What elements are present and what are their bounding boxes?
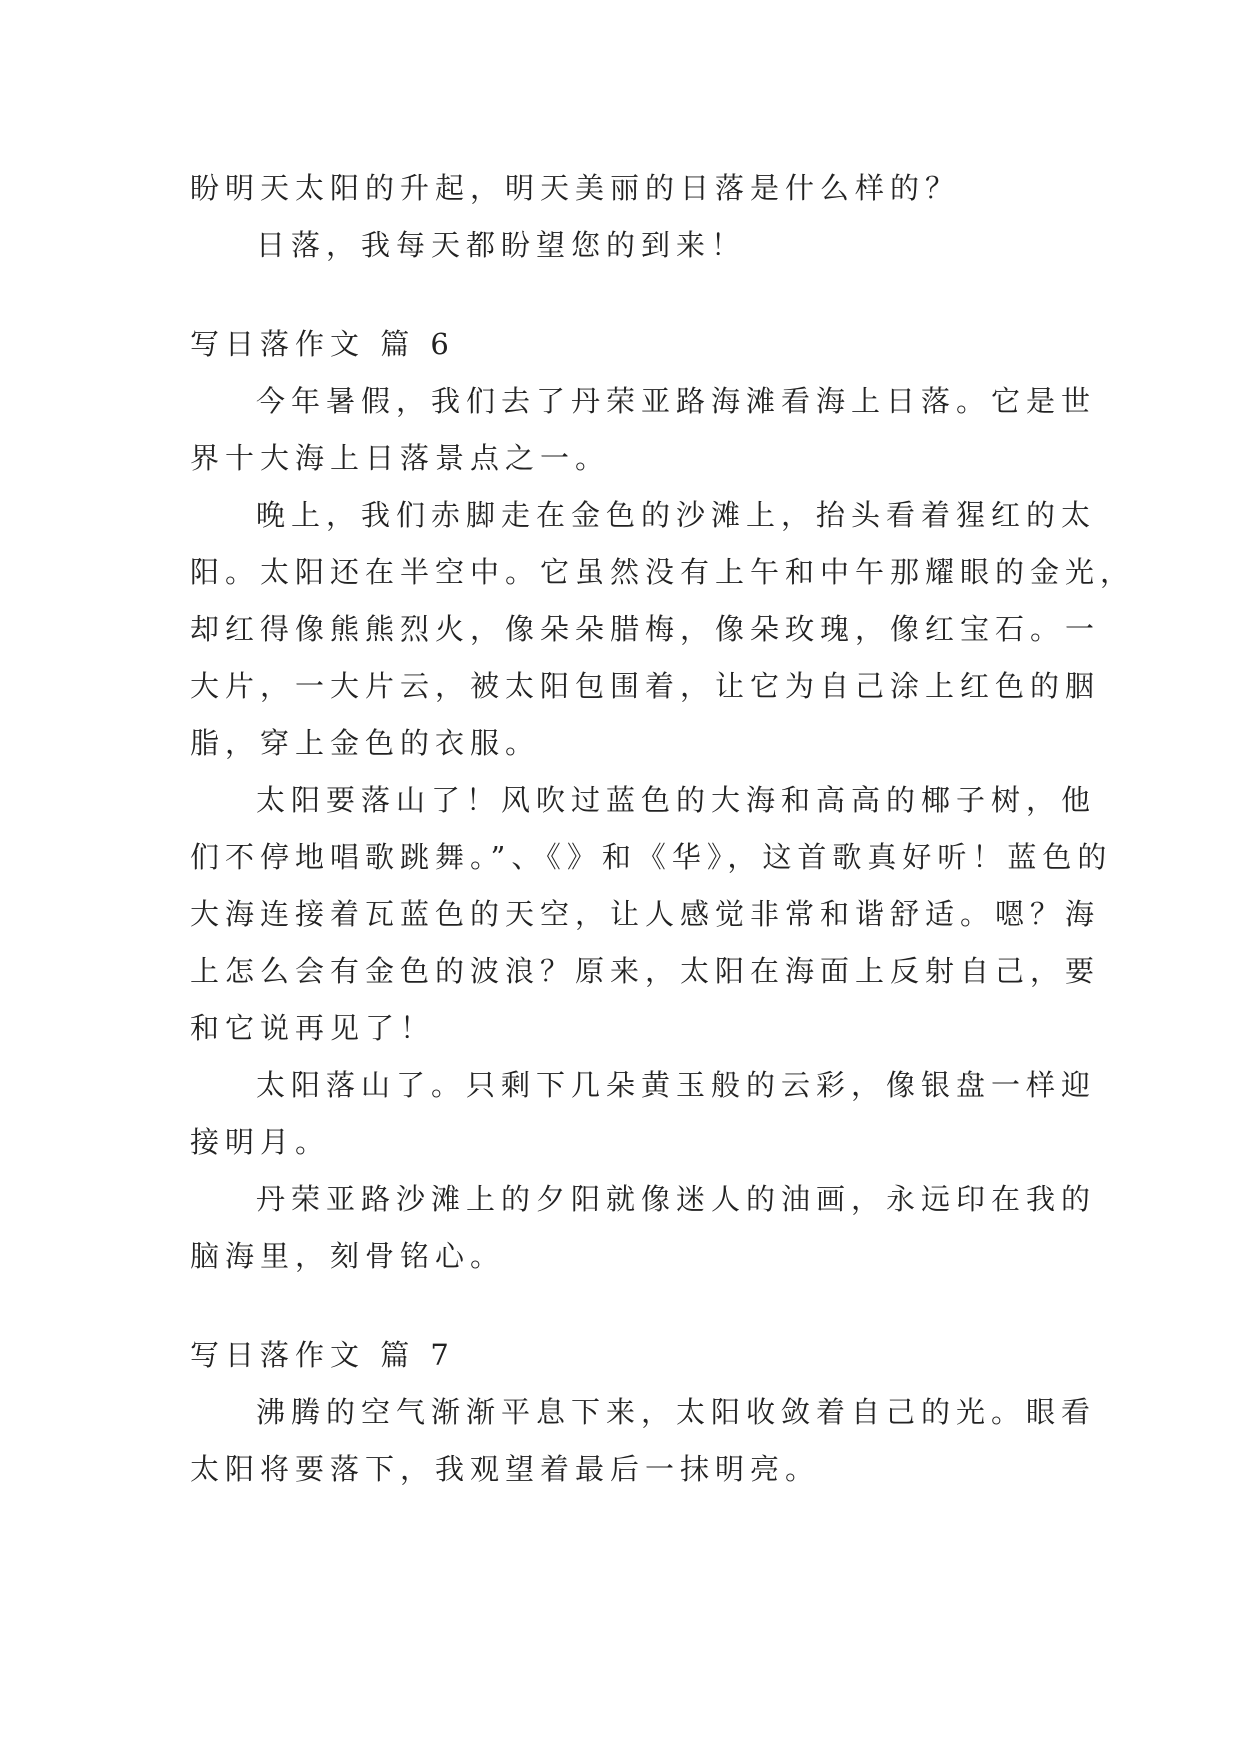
text-line: 大片，一大片云，被太阳包围着，让它为自己涂上红色的胭: [190, 669, 1101, 703]
paragraph: [190, 217, 1060, 274]
paragraph: [190, 487, 1136, 772]
section-heading-7: 写日落作文 篇 7: [190, 1338, 455, 1372]
paragraph: [190, 373, 1097, 487]
text-line: 却红得像熊熊烈火，像朵朵腊梅，像朵玫瑰，像红宝石。一: [190, 612, 1101, 646]
section-heading-6: 写日落作文 篇 6: [190, 327, 455, 361]
text-line: 太阳要落山了！风吹过蓝色的大海和高高的椰子树，他: [256, 783, 1097, 817]
paragraph: [190, 1171, 1097, 1285]
text-line: 接明月。: [190, 1125, 331, 1159]
text-line: 丹荣亚路沙滩上的夕阳就像迷人的油画，永远印在我的: [256, 1182, 1097, 1216]
text-line: 太阳落山了。只剩下几朵黄玉般的云彩，像银盘一样迎: [256, 1068, 1097, 1102]
text-line: 太阳将要落下，我观望着最后一抹明亮。: [190, 1452, 821, 1486]
text-line: 盼明天太阳的升起，明天美丽的日落是什么样的？: [190, 171, 961, 205]
text-line: 晚上，我们赤脚走在金色的沙滩上，抬头看着猩红的太: [256, 498, 1097, 532]
paragraph: [190, 772, 1113, 1057]
text-line: 今年暑假，我们去了丹荣亚路海滩看海上日落。它是世: [256, 384, 1097, 418]
text-line: 日落，我每天都盼望您的到来！: [256, 228, 747, 262]
document-body: [190, 160, 1136, 1498]
text-line: 上怎么会有金色的波浪？原来，太阳在海面上反射自己，要: [190, 954, 1101, 988]
text-line: 和它说再见了！: [190, 1011, 436, 1045]
text-line: 大海连接着瓦蓝色的天空，让人感觉非常和谐舒适。嗯？海: [190, 897, 1101, 931]
paragraph: [190, 1057, 1097, 1171]
text-line: 们不停地唱歌跳舞。”、《》和《华》，这首歌真好听！蓝色的: [190, 840, 1113, 874]
text-line: 界十大海上日落景点之一。: [190, 441, 611, 475]
text-line: 沸腾的空气渐渐平息下来，太阳收敛着自己的光。眼看: [256, 1395, 1097, 1429]
text-line: 脑海里，刻骨铭心。: [190, 1239, 506, 1273]
paragraph: [190, 1384, 1097, 1498]
text-line: 阳。太阳还在半空中。它虽然没有上午和中午那耀眼的金光，: [190, 555, 1136, 589]
text-line: 脂，穿上金色的衣服。: [190, 726, 541, 760]
paragraph: [190, 160, 1060, 217]
